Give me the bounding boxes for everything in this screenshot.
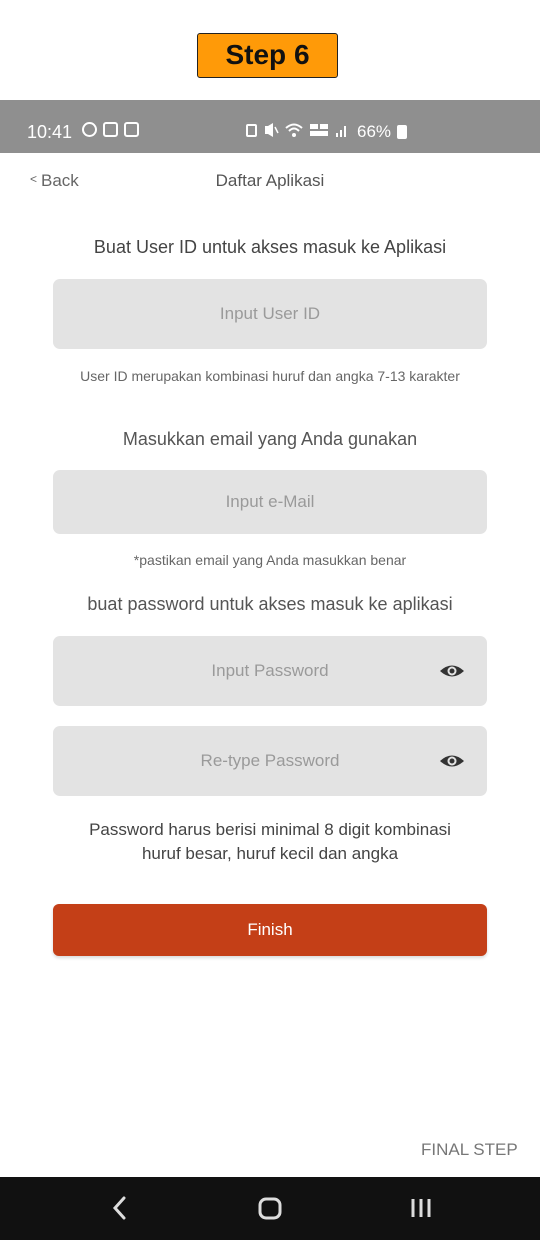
whatsapp-icon [82, 122, 97, 137]
retype-password-field-container [53, 726, 487, 796]
app-header [0, 168, 540, 198]
laptop-icon [103, 122, 118, 137]
home-nav-icon[interactable] [230, 1177, 310, 1240]
back-label: Back [41, 171, 79, 190]
password-rule-line-1: Password harus berisi minimal 8 digit kombinasi [89, 820, 451, 839]
status-bar [0, 100, 540, 153]
user-id-input[interactable] [53, 279, 487, 349]
volte-icon [309, 122, 329, 138]
back-button[interactable] [30, 171, 79, 191]
password-heading: buat password untuk akses masuk ke aplikasi [87, 594, 453, 614]
step-badge: Step 6 [197, 33, 338, 78]
battery-icon [397, 125, 407, 139]
retype-password-input[interactable] [53, 726, 487, 796]
wifi-icon [285, 122, 303, 138]
password-input[interactable] [53, 636, 487, 706]
recents-nav-icon[interactable] [381, 1177, 461, 1240]
image-icon [124, 122, 139, 137]
finish-button[interactable]: Finish [53, 904, 487, 956]
email-heading: Masukkan email yang Anda gunakan [122, 429, 418, 449]
password-rule-text [40, 818, 500, 866]
email-field-container [53, 470, 487, 534]
user-id-heading: Buat User ID untuk akses masuk ke Aplikasi [93, 237, 447, 257]
eye-icon[interactable] [439, 660, 465, 682]
user-id-field-container [53, 279, 487, 349]
back-nav-icon[interactable] [80, 1177, 160, 1240]
battery-percent: 66% [357, 122, 392, 141]
eye-icon[interactable] [439, 750, 465, 772]
signal-icon [335, 122, 349, 138]
mute-icon [263, 122, 279, 138]
email-input[interactable] [53, 470, 487, 534]
status-time: 10:41 [27, 122, 73, 142]
password-rule-line-2: huruf besar, huruf kecil dan angka [141, 844, 399, 863]
system-navigation-bar [0, 1177, 540, 1240]
page-title: Daftar Aplikasi [215, 171, 325, 190]
user-id-hint: User ID merupakan kombinasi huruf dan angka 7-13 karakter [80, 368, 460, 384]
final-step-label: FINAL STEP [421, 1140, 518, 1159]
alarm-icon [246, 124, 257, 137]
email-hint: *pastikan email yang Anda masukkan benar [133, 552, 407, 568]
password-field-container [53, 636, 487, 706]
chevron-left-icon: < [30, 172, 38, 186]
